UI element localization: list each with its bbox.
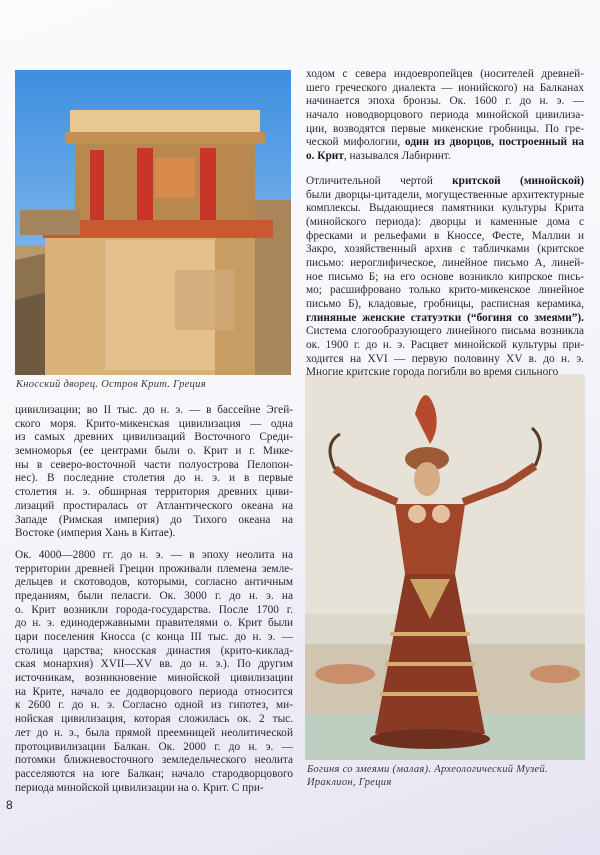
- text-line: до н. э. единодержавными правителями о. Крит были: [15, 617, 293, 630]
- text-line: дельцев и скотоводов, которыми, согласно античным: [15, 576, 293, 589]
- text-line: комплексы. Выдающиеся памятники культуры Крита: [306, 202, 584, 215]
- text-line: ны в северо-восточной части полуострова Пелопон-: [15, 458, 293, 471]
- text-line: Многие критские города погибли во время сильного: [306, 366, 559, 379]
- text-line: Система слогообразующего линейного письма возникла: [306, 325, 584, 338]
- text-line: ходом с севера индоевропейцев (носителей древней-: [306, 68, 584, 80]
- text-line: ходится на XVI — первую половину XV в. до н. э.: [306, 352, 584, 365]
- text-line: земноморья (ее центрами были о. Крит и г. Мике-: [15, 445, 293, 458]
- caption-line: Ираклион, Греция: [307, 777, 392, 788]
- text-line: ции, возводятся первые микенские гробницы. По гре-: [306, 122, 584, 135]
- text-line: ская монархия) XVII—XV вв. до н. э.). По другим: [15, 658, 293, 671]
- text-line: начинается эпоха бронзы. Ок. 1600 г. до н. э. —: [306, 95, 584, 108]
- text-line: письмо: иероглифическое, линейное письмо А, линей-: [306, 256, 584, 269]
- text-line: источникам, возникновение минойской цивилизации: [15, 672, 293, 685]
- text-line: мо; расшифровано только крито-микенское линейное: [306, 284, 584, 297]
- text-line: нес). В последние столетия до н. э. и в первые: [15, 472, 293, 485]
- text-segment: , назывался Лабиринт.: [343, 150, 451, 163]
- text-line: цари поселения Кносса (с конца III тыс. до н. э. —: [15, 631, 293, 643]
- text-line: преданиям, были пеласги. Ок. 3000 г. до н. э. на: [15, 589, 293, 602]
- snake-goddess-caption: [307, 763, 587, 789]
- right-text-column: [306, 68, 584, 387]
- text-line: (минойского периода): дворцы и каменные дома с: [306, 215, 584, 228]
- snake-goddess-photo: [305, 374, 585, 760]
- text-line: фресками и рельефами в Кноссе, Фесте, Маллии и: [306, 229, 584, 242]
- text-segment: ческой мифологии,: [306, 136, 405, 149]
- knossos-photo-caption: Кносский дворец. Остров Крит. Греция: [16, 379, 206, 390]
- bold-text: о. Крит: [306, 150, 344, 163]
- text-line: периода минойской цивилизации на о. Крит. С при-: [15, 781, 264, 794]
- text-line: на Крите, начало ее додворцового периода относится: [15, 685, 293, 698]
- text-line: расселяются на юге Балкан; начало стародворцового: [15, 767, 293, 780]
- paragraph: [15, 549, 293, 795]
- bold-text: глиняные женские статуэтки (“богиня со змеями”).: [306, 311, 584, 324]
- text-line: шего греческого диалекта — ионийского) на Балканах: [306, 81, 584, 94]
- knossos-palace-photo: [15, 70, 291, 375]
- page-number: 8: [6, 798, 13, 812]
- text-line: протоцивилизации Балкан. Ок. 2000 г. до н. э. —: [15, 740, 293, 753]
- paragraph: [15, 404, 293, 541]
- text-line: Западе (Римская империя) до Тихого океана на: [15, 513, 293, 526]
- caption-line: Богиня со змеями (малая). Археологический Музей.: [307, 764, 548, 775]
- text-line: начало новодворцового периода минойской цивилиза-: [306, 109, 584, 122]
- text-line: территории древней Греции проживали племена земле-: [15, 562, 293, 575]
- text-line: лизаций простиралась от Атлантического океана на: [15, 499, 293, 512]
- text-line: Ок. 4000—2800 гг. до н. э. — в эпоху неолита на: [15, 548, 293, 561]
- text-line: о. Крит возникли города-государства. После 1700 г.: [15, 603, 293, 616]
- text-line: Закро, хозяйственный архив с табличками (критское: [306, 243, 584, 256]
- text-line: письмо Б), кладовые, гробницы, расписная керамика,: [306, 298, 584, 310]
- text-line: ского моря. Крито-микенская цивилизация — одна: [15, 417, 293, 430]
- text-line: [306, 175, 584, 189]
- text-line: из самых древних цивилизаций Восточного Среди-: [15, 431, 293, 444]
- text-line: лет до н. э., была прямой преемницей неолитической: [15, 726, 293, 739]
- paragraph: [306, 175, 584, 380]
- text-line: цивилизации; во II тыс. до н. э. — в бассейне Эгей-: [15, 404, 293, 416]
- bold-text: критской (минойской): [452, 174, 584, 187]
- text-line: потомки ближневосточного земледельческого неолита: [15, 754, 293, 767]
- text-line: [306, 136, 584, 150]
- text-line: [306, 150, 584, 164]
- left-text-column: [15, 404, 293, 802]
- text-segment: Отличительной чертой: [306, 174, 453, 187]
- paragraph: [306, 68, 584, 164]
- text-line: столетия н. э. обширная территория древних циви-: [15, 486, 293, 499]
- text-line: нойская цивилизация, которая сложилась ок. 2 тыс.: [15, 713, 293, 726]
- text-line: были дворцы-цитадели, могущественные архитектурные: [306, 188, 584, 201]
- text-line: ное письмо Б; на его основе возникло кипрское пись-: [306, 270, 584, 283]
- bold-text: один из дворцов, построенный на: [405, 136, 584, 149]
- text-line: к 2600 г. до н. э. Согласно одной из гипотез, ми-: [15, 699, 293, 712]
- text-line: ок. 1900 г. до н. э. Расцвет минойской культуры при-: [306, 339, 584, 352]
- text-line: Востоке (империя Хань в Китае).: [15, 527, 176, 540]
- text-line: столица царства; кносская династия (крито-киклад-: [15, 644, 293, 657]
- text-line: [306, 312, 584, 326]
